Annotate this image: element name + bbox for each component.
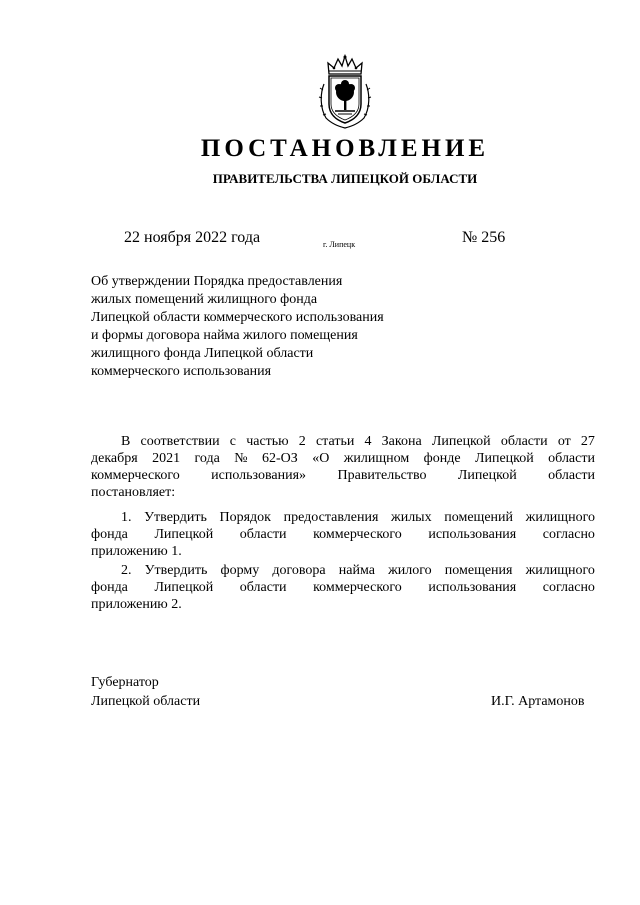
word: коммерческого [313, 527, 402, 542]
word: помещения [444, 563, 513, 578]
text-line [91, 467, 595, 484]
document-date: 22 ноября 2022 года [124, 229, 261, 246]
word: года [194, 451, 220, 466]
word: жилищного [525, 510, 595, 525]
signatory-name: И.Г. Артамонов [491, 694, 585, 709]
text-line: приложению 2. [91, 597, 182, 612]
text-line: приложению 1. [91, 544, 182, 559]
subject-line: и формы договора найма жилого помещения [91, 328, 358, 343]
coat-of-arms-emblem [318, 54, 372, 130]
word: декабря [91, 451, 138, 466]
position-line: Липецкой области [91, 694, 201, 709]
word: Липецкой [154, 580, 214, 595]
text-line [91, 579, 595, 596]
word: «О [312, 451, 330, 466]
document-subject [91, 273, 431, 381]
word: 4 [364, 434, 372, 449]
word: Липецкой [154, 527, 214, 542]
word: договора [272, 563, 326, 578]
word: 1. [121, 510, 132, 525]
word: соответствии [140, 434, 220, 449]
word: жилищном [343, 451, 410, 466]
word: от [557, 434, 571, 449]
word: 2021 [152, 451, 181, 466]
word: Липецкой [457, 468, 517, 483]
issuing-authority: ПРАВИТЕЛЬСТВА ЛИПЕЦКОЙ ОБЛАСТИ [212, 171, 478, 186]
preamble-paragraph [91, 433, 595, 501]
text-line [91, 450, 595, 467]
word: согласно [542, 527, 595, 542]
signatory-position [91, 673, 200, 711]
text-line [91, 526, 595, 543]
word: В [121, 434, 131, 449]
word: с [229, 434, 237, 449]
subject-line: жилищного фонда Липецкой области [91, 346, 314, 361]
position-line: Губернатор [91, 675, 159, 690]
clause-2 [91, 562, 595, 613]
word: статьи [315, 434, 355, 449]
word: коммерческого [313, 580, 402, 595]
text-line [91, 562, 595, 579]
word: жилых [391, 510, 432, 525]
subject-line: Об утверждении Порядка предоставления [91, 274, 343, 289]
word: области [239, 527, 287, 542]
word: Утвердить [144, 563, 208, 578]
clause-1 [91, 509, 595, 560]
subject-line: жилых помещений жилищного фонда [91, 292, 318, 307]
word: фонде [423, 451, 461, 466]
word: Липецкой [474, 451, 534, 466]
word: помещений [444, 510, 514, 525]
text-line [91, 509, 595, 526]
subject-line: Липецкой области коммерческого использования [91, 310, 384, 325]
document-city: г. Липецк [323, 240, 356, 249]
word: Закона [381, 434, 422, 449]
word: жилого [388, 563, 432, 578]
word: фонда [91, 527, 128, 542]
word: жилищного [525, 563, 595, 578]
word: Порядок [219, 510, 271, 525]
word: согласно [542, 580, 595, 595]
word: использования [428, 580, 517, 595]
word: № [234, 451, 248, 466]
word: Утвердить [144, 510, 207, 525]
word: 27 [580, 434, 595, 449]
text-line [91, 433, 595, 450]
word: 2. [121, 563, 132, 578]
word: предоставления [283, 510, 379, 525]
word: найма [338, 563, 375, 578]
word: фонда [91, 580, 128, 595]
word: использования» [211, 468, 307, 483]
word: области [500, 434, 548, 449]
word: частью [246, 434, 289, 449]
word: области [239, 580, 287, 595]
word: области [548, 451, 595, 466]
word: Липецкой [431, 434, 491, 449]
word: 62-ОЗ [262, 451, 298, 466]
word: 2 [298, 434, 306, 449]
document-title: ПОСТАНОВЛЕНИЕ [200, 135, 490, 162]
text-line: постановляет: [91, 485, 176, 500]
word: форму [220, 563, 260, 578]
subject-line: коммерческого использования [91, 364, 272, 379]
word: Правительство [337, 468, 427, 483]
word: коммерческого [91, 468, 180, 483]
document-number: № 256 [462, 229, 506, 246]
word: области [548, 468, 595, 483]
word: использования [428, 527, 517, 542]
